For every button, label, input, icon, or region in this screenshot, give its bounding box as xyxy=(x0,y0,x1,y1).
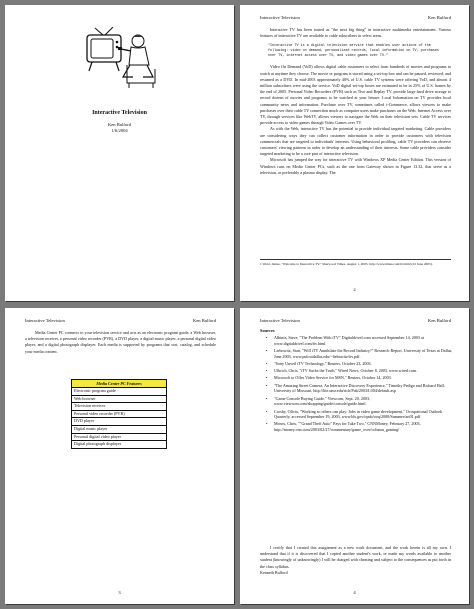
author-block xyxy=(5,122,234,134)
table-row: DVD player xyxy=(72,418,166,426)
certification-text: I certify that I created this assignment as a new work document, and the work herein is all my own. I understand that if it is discovered that I copied another student's work, or made my words available to another student (knowingly of unknowingly) I will be charged with cheating and subject to the consequences as put forth in the class syllabus. xyxy=(260,545,451,569)
source-item: • "Sony Unveil iTV Technology," Reuters, October 23, 2003. xyxy=(262,361,455,367)
source-item: • Liebowitz, Stan, "Will iTV Annihilate the Record Industry?" Research Report, University of Texas at Dallas, June 2003, www.pub.utdallas.edu/~liebowitz/itv.pdf. xyxy=(262,348,455,360)
header-title: Interactive Television xyxy=(260,15,300,20)
document-date: 1/6/2004 xyxy=(111,128,128,133)
source-item: • Microsoft to Offer Video Service for MSN," Reuters, October 14, 2003. xyxy=(262,375,455,381)
paragraph: Interactive TV has been touted as "the next big thing" in interactive multimedia entertainment. Various features of interactive TV are available to cable subscribers in select areas. xyxy=(260,27,451,39)
paragraph: Microsoft has jumped the way for interactive TV with Windows XP Media Center Edition. This version of Windows runs on Media Center PCs, such as the one from Gateway shown in Figure 13.32, that serve as a television, or preferably a plasma display. The xyxy=(260,157,451,175)
table-header: Media Center PC Features xyxy=(72,380,166,388)
author-name: Ken Bulford xyxy=(107,122,132,127)
table-row: Electronic program guide xyxy=(72,388,166,396)
man-with-tv-remote-illustration xyxy=(75,27,165,89)
paragraph: As with the Web, interactive TV has the potential to provide individual targeted marketing. Cable providers are considering ways they can collect customer information in order to provide customers with television commercials that are targeted to individuals' interests. Using behavioral profiling, cable TV providers can observe customers' viewing patterns in order to develop an understanding of their interests. Some cable providers consider targeted marketing to be a core part of interactive television. xyxy=(260,126,451,157)
table-row: Personal digital video player xyxy=(72,434,166,442)
paragraph: Video On Demand (VoD) allows digital cable customers to select from hundreds of movies and programs to watch at anytime they choose. The movie or program is stored using a set-top box and can be paused, reviewed, and resumed as a DVD. In mid-2003 approximately 40% of U.S. cable TV systems were offering VoD, and almost 4 million subscribers were using the service. VoD digital set-top boxes are estimated to be in 25% of U.S. homes by the end of 2005. Personal Video Recorders (PVR) such as Tivo and Replay TV, provide large hard drive storage to record dozens of movies and programs to be watched at your leisure. Local Information on TV provides local community news and information. Purchase over TV, sometimes called t-Commerce, allows viewers to make purchases over their cable TV connection much as computer users make purchases on the Web. Internet Access over TV, through services like WebTV, allows viewers to navigate the Web on their television sets. Cable TV services provide access to video games through Video Games over TV. xyxy=(260,64,451,126)
page-3 xyxy=(5,308,234,604)
page-header xyxy=(25,318,216,323)
page-header xyxy=(260,318,451,323)
features-table xyxy=(71,379,167,449)
page-number: 4 xyxy=(353,590,356,595)
sources-list xyxy=(262,335,455,434)
source-item: • Crosby, Olivia, "Working so others can play: Jobs in video game development," Occupational Outlook Quarterly, accessed September 19, 2003, www.bls.gov/opub/ooq/2000/Summer/art01.pdf xyxy=(262,409,455,421)
source-item: • "Game Console Buying Guide," Viewcom, Sept. 20, 2003, www.viewcom.com/shopping/guide/console/guide.html. xyxy=(262,396,455,408)
header-author: Ken Bulford xyxy=(192,318,216,323)
page-number: 3 xyxy=(118,590,121,595)
table-row: Digital photograph displayer xyxy=(74,441,122,447)
source-item: • "The Amazing Street Camera, An Interactive Discovery Experience," Timothy Pedigo and Richard Hall, University of Missouri, http://lite.umr.edu/rich/Pub/2003/L004/default.asp xyxy=(262,383,455,395)
page-1 xyxy=(5,5,234,301)
source-item: • Ulbrich, Chris, "iTV Sucks the Truth," Wired News, October 8, 2003, www.wired.com. xyxy=(262,368,455,374)
page-body xyxy=(260,27,451,176)
source-item: • Albiniz, Steve, "The Problem With iTV" Digitaldrivel.com accessed September 14, 2003 at www.digitaldrivel.com/itv.html. xyxy=(262,335,455,347)
header-title: Interactive Television xyxy=(260,318,300,323)
source-item: • Morris, Chris, ""Grand Theft Auto" Pays for Take Two," CNNMoney, February 27, 2003, http://money.cnn.com/2003/02/27/commentary/game_over/column_gaming/ xyxy=(262,421,455,433)
certification-statement xyxy=(260,545,451,576)
document-title: Interactive Television xyxy=(92,110,147,116)
sources-heading: Sources xyxy=(260,328,275,333)
header-author: Ken Bulford xyxy=(427,318,451,323)
header-title: Interactive Television xyxy=(25,318,65,323)
page-4 xyxy=(240,308,469,604)
page-2 xyxy=(240,5,469,301)
page-number: 2 xyxy=(353,287,356,292)
table-row: Personal video recorder (PVR) xyxy=(72,411,166,419)
footnote: 1 Ward, James. "Welcome to Interactive TV." Sherwood Times. August 1, 2003. http://www.times.com/itv.html (22 June 2003). xyxy=(260,259,451,267)
page-header xyxy=(260,15,451,20)
page-body xyxy=(25,330,216,355)
table-row: Television receiver xyxy=(72,403,166,411)
block-quote: "Interactive TV is a digital television service that enables user actions of the following: video on demand, personalized records, local information on TV, purchases over TV, internet access over TV, and video games over TV." xyxy=(268,44,439,59)
header-author: Ken Bulford xyxy=(427,15,451,20)
paragraph: Media Center PC connects to your television service and acts as an electronic program guide, a Web browser, a television receiver, a personal video recorder (PVR), a DVD player, a digital music player, a personal digital video player, and a digital photograph displayer. Each media is supported by programs that sort, catalog, and schedule your media content. xyxy=(25,330,216,354)
table-row: Digital music player xyxy=(72,426,166,434)
signature: Kenneth Bulford xyxy=(260,569,288,575)
table-row: Web browser xyxy=(72,396,166,404)
